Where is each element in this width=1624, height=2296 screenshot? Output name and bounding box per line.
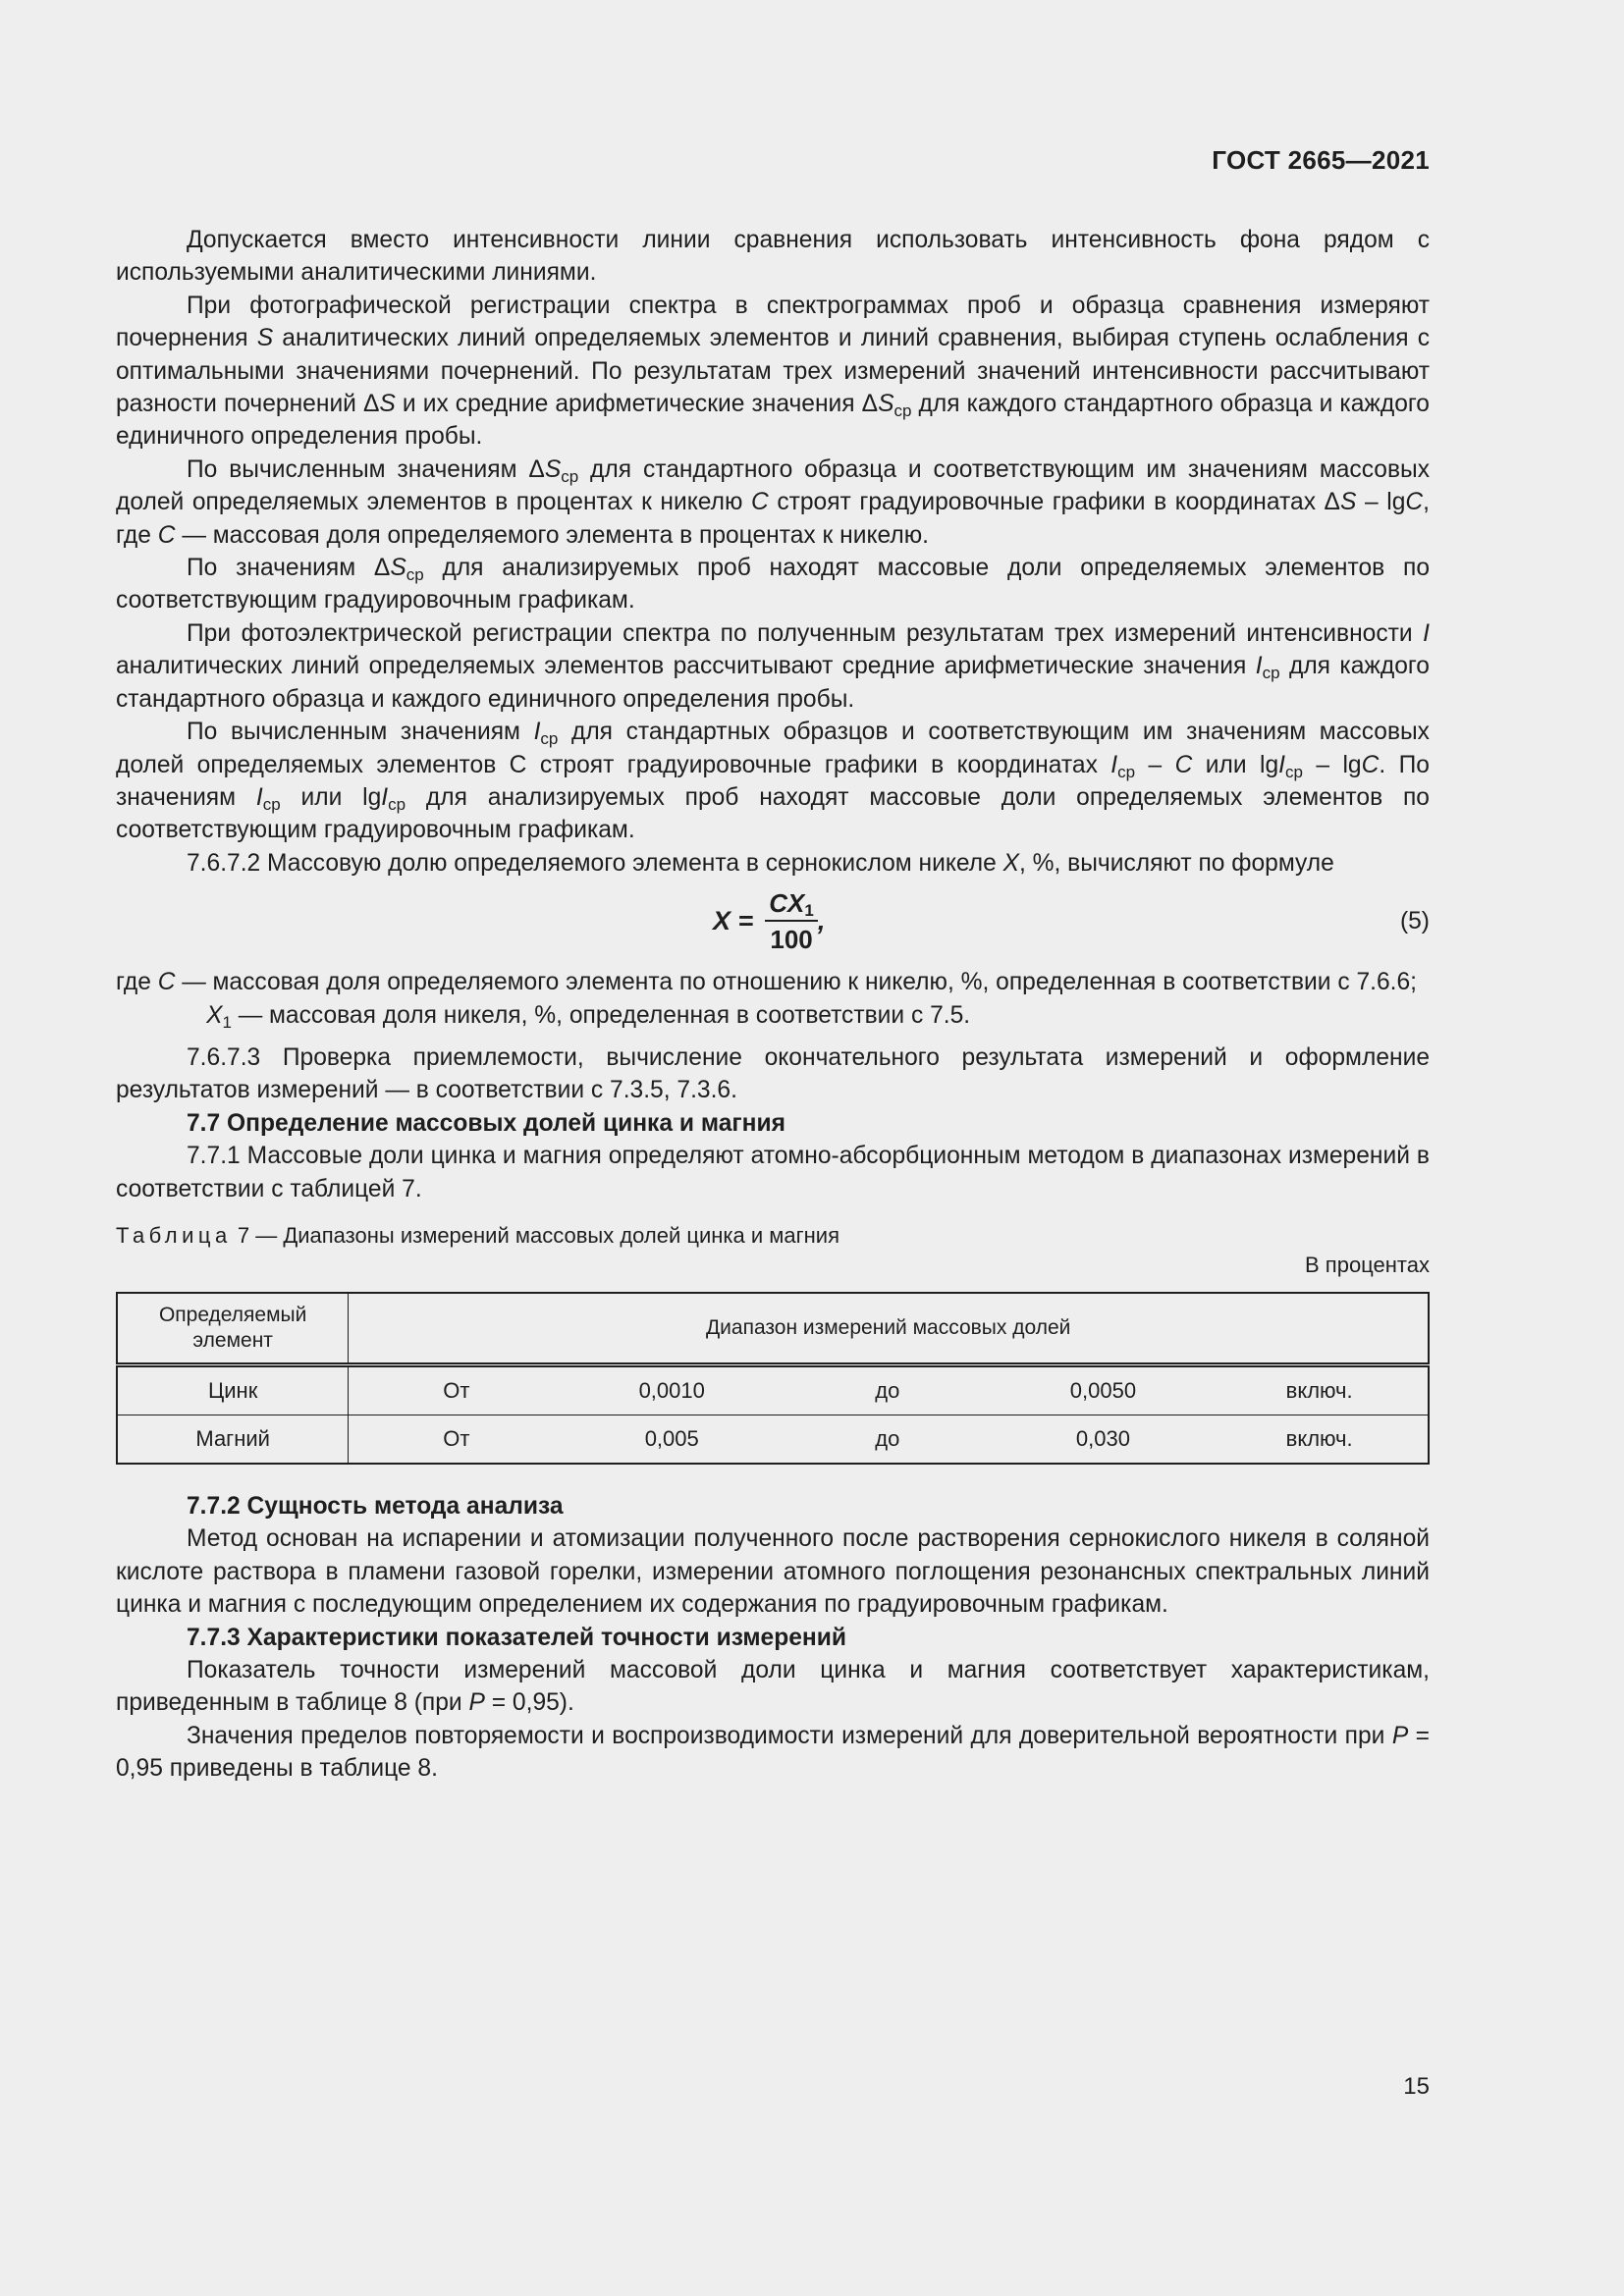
paragraph: 7.7.1 Массовые доли цинка и магния определяют атомно-абсорбционным методом в диапазонах измерений в соответствии с таблицей 7. [116,1143,1430,1202]
formula-5 [713,883,825,960]
table-cell: Магний [117,1415,349,1464]
table-cell: 0,005 [564,1415,780,1464]
formula-block [116,883,1430,960]
paragraph: 7.6.7.2 Массовую долю определяемого элемента в сернокислом никеле X, %, вычисляют по формуле [187,849,1334,877]
table-caption: Таблица 7 — Диапазоны измерений массовых долей цинка и магния [116,1222,840,1248]
where-legend [116,966,1430,1032]
where-item [116,999,1430,1032]
document-header: ГОСТ 2665—2021 [1212,145,1430,175]
section-heading-7-7-3: 7.7.3 Характеристики показателей точности измерений [187,1624,847,1651]
table-cell: 0,030 [996,1415,1212,1464]
table-row [117,1415,1429,1464]
table-unit: В процентах [1305,1252,1430,1277]
table-header-row [117,1293,1429,1365]
table-cell: включ. [1211,1364,1429,1415]
paragraph: Показатель точности измерений массовой доли цинка и магния соответствует характеристикам, приведенным в таблице 8 (при P = 0,95). [116,1657,1430,1717]
paragraph: По значениям $\Delta S_{ср}$ для анализируемых проб находят массовые доли определяемых элементов по соответствующим градуировочным графикам. [116,555,1430,614]
table-header-cell: Определяемый элемент [117,1293,349,1365]
paragraph: При фотоэлектрической регистрации спектра по полученным результатам трех измерений интенсивности I аналитических линий определяемых элементов рассчитывают средние арифметические значения $I_{ср}$ для каждого стандартного образца и каждого единичного определения пробы. [116,619,1430,713]
page-number: 15 [1403,2073,1430,2100]
table-cell: включ. [1211,1415,1429,1464]
paragraph: По вычисленным значениям $\Delta S_{ср}$ для стандартного образца и соответствующим им значениям массовых долей определяемых элементов в процентах к никелю C строят градуировочные графики в координатах ΔS – lgC, где C — массовая доля определяемого элемента в процентах к никелю. [116,455,1431,549]
paragraph: Допускается вместо интенсивности линии сравнения использовать интенсивность фона рядом с используемыми аналитическими линиями. [116,227,1430,287]
formula-lhs: X = [713,906,754,936]
paragraph: Значения пределов повторяемости и воспроизводимости измерений для доверительной вероятности при P = 0,95 приведены в таблице 8. [116,1722,1430,1783]
where-dash: — [238,1001,263,1029]
where-item [116,966,1430,998]
formula-fraction [765,888,818,955]
table-cell: до [780,1364,996,1415]
table-row [117,1364,1429,1415]
where-description: массовая доля определяемого элемента по отношению к никелю, %, определенная в соответствии с 7.6.6; [212,969,1417,996]
paragraph: 7.6.7.3 Проверка приемлемости, вычисление окончательного результата измерений и оформление результатов измерений — в соответствии с 7.3.5, 7.3.6. [116,1043,1430,1104]
section-heading-7-7: 7.7 Определение массовых долей цинка и магния [187,1109,785,1137]
paragraph: При фотографической регистрации спектра в спектрограммах проб и образца сравнения измеряют почернения S аналитических линий определяемых элементов и линий сравнения, выбирая ступень ослабления с оптимальными значениями почернений. По результатам трех измерений значений интенсивности рассчитывают разности почернений ΔS и их средние арифметические значения $\Delta S_{ср}$ для каждого стандартного образца и каждого единичного определения пробы. [116,292,1430,451]
table-cell: Цинк [117,1364,349,1415]
formula-number: (5) [1399,908,1430,935]
table-cell: От [349,1364,565,1415]
table-cell: 0,0010 [564,1364,780,1415]
table-cell: 0,0050 [996,1364,1212,1415]
where-description: массовая доля никеля, %, определенная в соответствии с 7.5. [269,1001,971,1029]
where-symbol: $X_1$ [206,1001,232,1032]
table-7 [116,1292,1430,1465]
where-dash: — [182,969,206,996]
table-header-cell: Диапазон измерений массовых долей [349,1293,1429,1365]
formula-denominator: 100 [770,925,813,955]
document-body [116,224,1430,1786]
formula-comma: , [817,906,826,936]
table-cell: до [780,1415,996,1464]
paragraph: По вычисленным значениям $I_{ср}$ для стандартных образцов и соответствующим им значениям массовых долей определяемых элементов С строят градуировочные графики в координатах $I_{ср}$ – C или lgI$_{ср}$ – lgC. По значениям $I_{ср}$ или lgI$_{ср}$ для анализируемых проб находят массовые доли определяемых элементов по соответствующим градуировочным графикам. [116,719,1430,844]
section-heading-7-7-2: 7.7.2 Сущность метода анализа [187,1492,564,1520]
where-symbol: где C [116,969,176,996]
table-cell: От [349,1415,565,1464]
paragraph: Метод основан на испарении и атомизации полученного после растворения сернокислого никеля в соляной кислоте раствора в пламени газовой горелки, измерении атомного поглощения резонансных спектральных линий цинка и магния с последующим определением их содержания по градуировочным графикам. [116,1525,1430,1619]
formula-numerator: $CX_1$ [765,888,818,922]
